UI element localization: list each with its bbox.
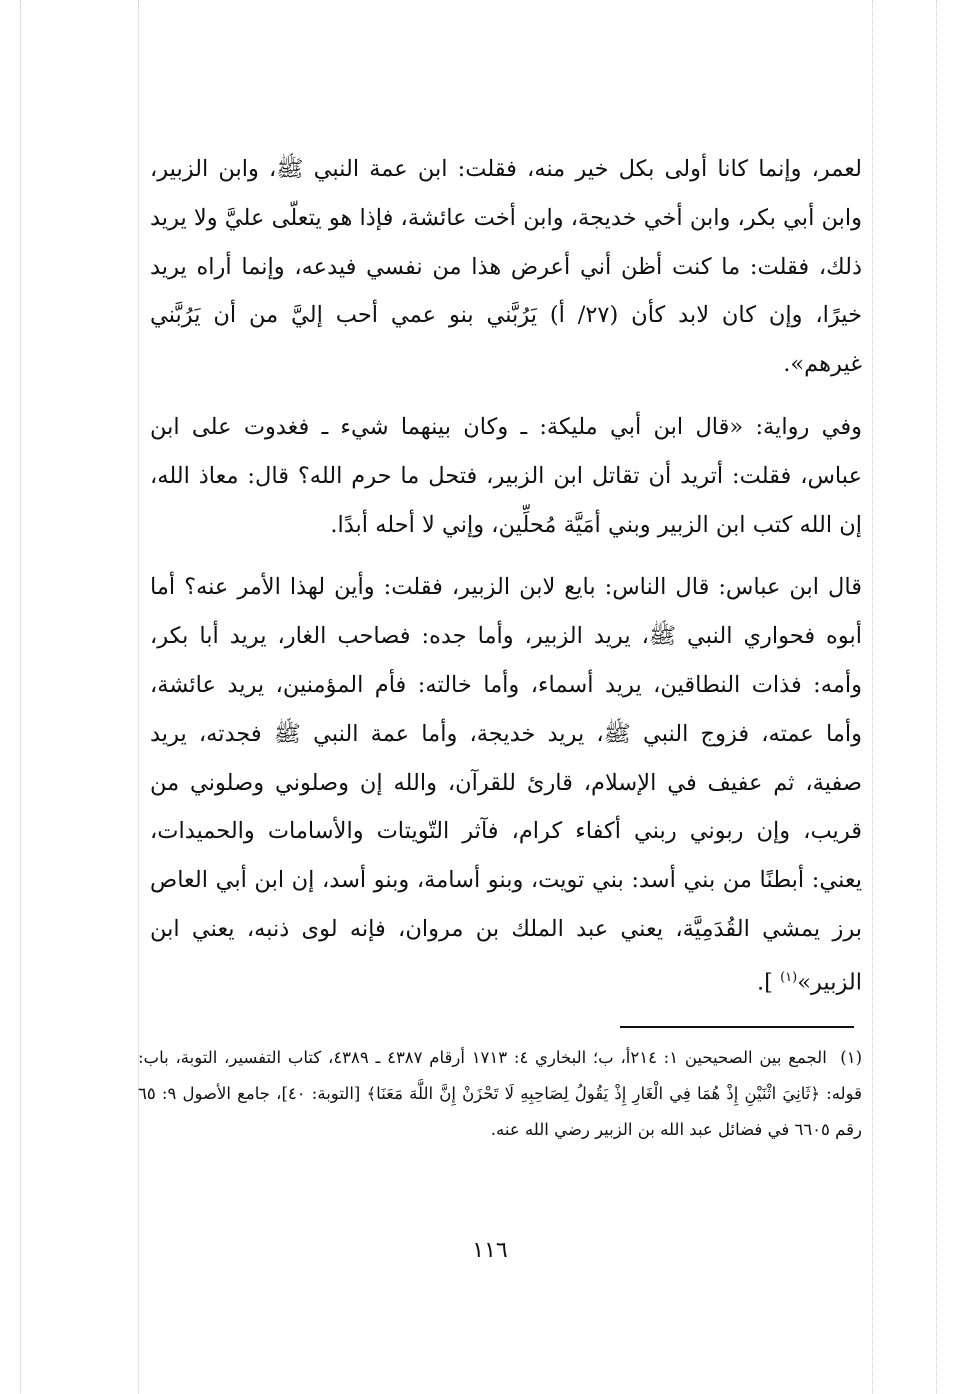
margin-guide-line [20,0,21,1394]
margin-guide-line [138,0,139,1394]
margin-guide-line [936,0,937,1394]
paragraph-2: وفي رواية: «قال ابن أبي مليكة: ـ وكان بينهما شيء ـ فغدوت على ابن عباس، فقلت: أتريد أن تقاتل ابن الزبير، فتحل ما حرم الله؟ قال: معاذ الله، إن الله كتب ابن الزبير وبني أمَيَّة مُحلِّين، وإني لا أحله أبدًا. [150,413,862,538]
closing-bracket: ]. [757,969,773,996]
main-text [150,145,862,1007]
page-number: ١١٦ [472,1238,508,1263]
paragraph-3-text: قال ابن عباس: قال الناس: بايع لابن الزبير، فقلت: وأين لهذا الأمر عنه؟ أما أبوه فحواري النبي ﷺ، يريد الزبير، وأما جده: فصاحب الغار، يريد أبا بكر، وأمه: فذات النطاقين، يريد أسماء، وأما خالته: فأم المؤمنين، يريد عائشة، وأما عمته، فزوج النبي ﷺ، يريد خديجة، وأما عمة النبي ﷺ فجدته، يريد صفية، ثم عفيف في الإسلام، قارئ للقرآن، والله إن وصلوني وصلوني من قريب، وإن ربوني ربني أكفاء كرام، فآثر التّويتات والأسامات والحميدات، يعني: أبطنًا من بني أسد: بني تويت، وبنو أسامة، وبنو أسد، إن ابن أبي العاص برز يمشي القُدَمِيَّة، يعني عبد الملك بن مروان، فإنه لوى ذنبه، يعني ابن الزبير» [150,574,862,996]
paragraph-1: لعمر، وإنما كانا أولى بكل خير منه، فقلت: ابن عمة النبي ﷺ، وابن الزبير، وابن أبي بكر، وابن أخي خديجة، وابن أخت عائشة، فإذا هو يتعلّى عليَّ ولا يريد ذلك، فقلت: ما كنت أظن أني أعرض هذا من نفسي فيدعه، وإنما أراه يريد خيرًا، وإن كان لابد كأن (٢٧/ أ) يَرُبَّني بنو عمي أحب إليَّ من أن يَرُبَّني غيرهم». [150,156,862,378]
footnote-text: الجمع بين الصحيحين ١: ٢١٤أ، ب؛ البخاري ٤: ١٧١٣ أرقام ٤٣٨٧ ـ ٤٣٨٩، كتاب التفسير، التوبة، باب: قوله: ﴿ثَانِيَ اثْنَيْنِ إِذْ هُمَا فِي الْغَارِ إِذْ يَقُولُ لِصَاحِبِهِ لَا تَحْزَنْ إِنَّ اللَّهَ مَعَنَا﴾ [التوبة: ٤٠]، جامع الأصول ٩: ٦٥ رقم ٦٦٠٥ في فضائل عبد الله بن الزبير رضي الله عنه. [138,1048,862,1139]
footnote [138,1040,862,1148]
footnote-separator [620,1026,854,1028]
footnote-marker: (١) [840,1048,862,1067]
paragraph-3 [150,563,862,1007]
footnote-reference: (١) [780,969,798,985]
margin-guide-line [872,0,873,1394]
